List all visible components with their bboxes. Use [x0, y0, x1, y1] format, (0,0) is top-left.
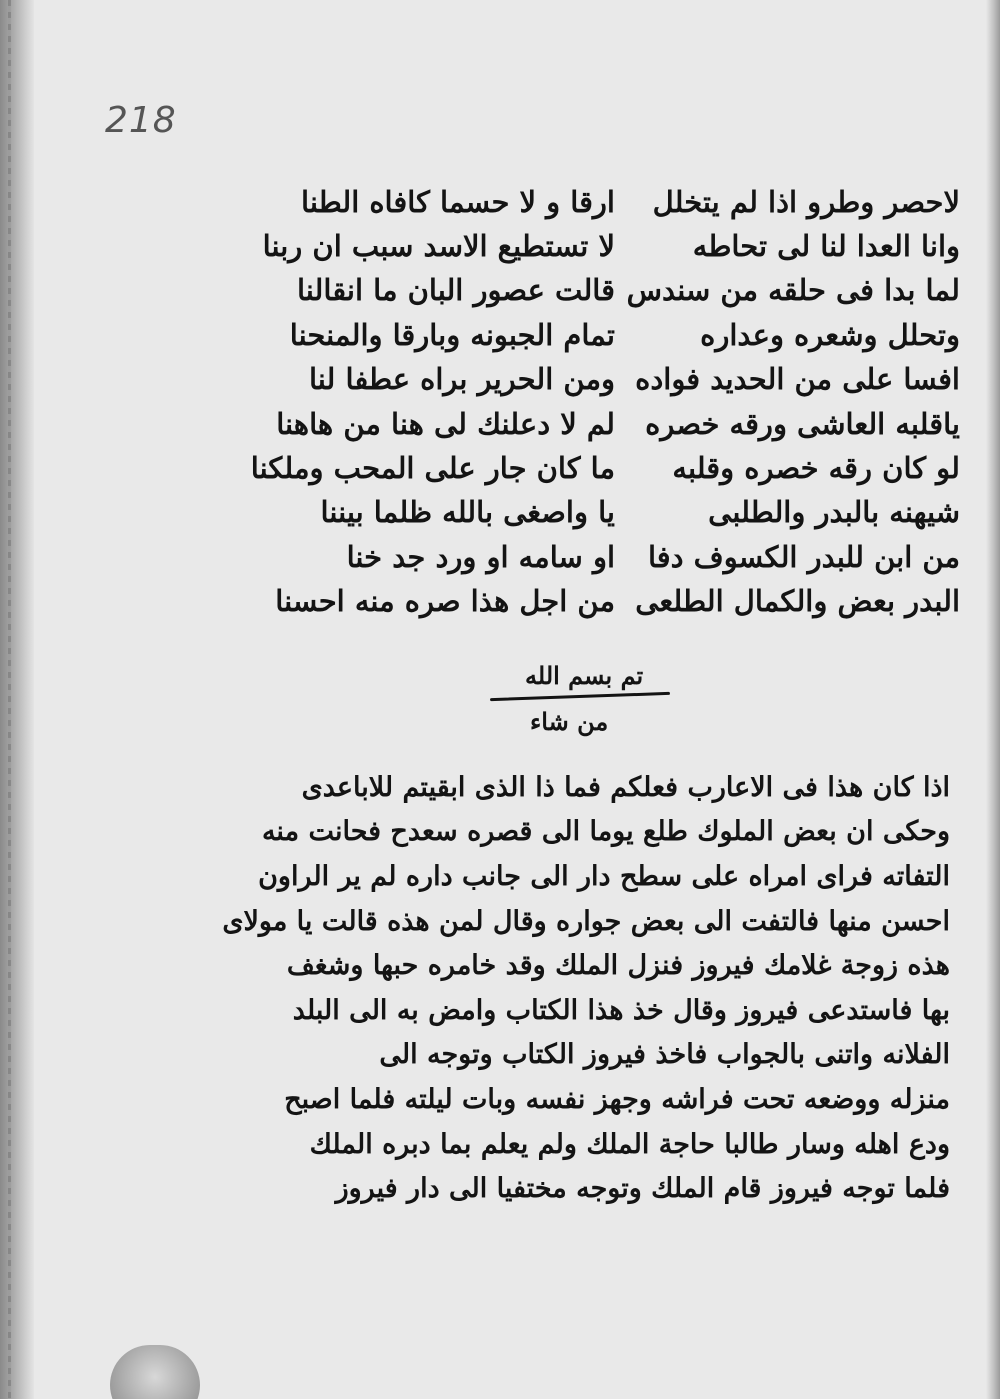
verse-row — [250, 446, 960, 490]
verse-row — [280, 491, 960, 535]
verse-second-hemistich: ما كان جار على المحب وملكنا — [250, 451, 615, 486]
verse-first-hemistich: من ابن للبدر الكسوف دفا — [647, 539, 960, 574]
verse-first-hemistich: ياقلبه العاشى ورقه خصره — [645, 406, 960, 441]
verse-second-hemistich: من اجل هذا صره منه احسنا — [275, 584, 615, 619]
verse-first-hemistich: لما بدا فى حلقه من سندس — [626, 273, 960, 308]
verse-second-hemistich: او سامه او ورد جد خنا — [346, 539, 615, 574]
verse-row — [262, 224, 960, 268]
prose-line: الفلانه واتنى بالجواب فاخذ فيروز الكتاب وتوجه الى — [379, 1039, 950, 1071]
prose-text — [205, 765, 950, 1211]
verse-row — [275, 580, 960, 624]
verse-second-hemistich: ومن الحرير براه عطفا لنا — [308, 362, 615, 397]
verse-row — [280, 535, 960, 579]
verse-second-hemistich: ارقا و لا حسما كافاه الطنا — [301, 184, 615, 219]
prose-line: التفاته فراى امراه على سطح دار الى جانب داره لم ير الراون — [258, 860, 950, 892]
ornament-rule — [490, 692, 670, 701]
verse-second-hemistich: يا واصغى بالله ظلما بيننا — [320, 495, 615, 530]
verse-second-hemistich: تمام الجبونه وبارقا والمنحنا — [289, 317, 615, 352]
prose-line: احسن منها فالتفت الى بعض جواره وقال لمن هذه قالت يا مولاى — [222, 905, 950, 937]
prose-line: وحكى ان بعض الملوك طلع يوما الى قصره سعدح فحانت منه — [261, 816, 950, 848]
verse-first-hemistich: شيهنه بالبدر والطلبى — [708, 495, 960, 530]
verse-first-hemistich: لاحصر وطرو اذا لم يتخلل — [652, 184, 960, 219]
verse-first-hemistich: البدر بعض والكمال الطلعى — [635, 584, 960, 619]
ornament-line: من شاء — [530, 707, 609, 736]
verse-second-hemistich: لم لا دعلنك لى هنا من هاهنا — [276, 406, 615, 441]
verse-row — [280, 269, 960, 313]
prose-line: ودع اهله وسار طالبا حاجة الملك ولم يعلم بما دبره الملك — [309, 1128, 950, 1160]
section-ornament — [470, 655, 690, 745]
verse-row — [280, 180, 960, 224]
page-right-edge — [986, 0, 1000, 1399]
poem-verses — [250, 180, 960, 624]
verse-first-hemistich: افسا على من الحديد فواده — [635, 362, 960, 397]
verse-first-hemistich: وتحلل وشعره وعداره — [700, 317, 960, 352]
prose-line: فلما توجه فيروز قام الملك وتوجه مختفيا الى دار فيروز — [335, 1173, 950, 1205]
prose-line: هذه زوجة غلامك فيروز فنزل الملك وقد خامره حبها وشغف — [286, 950, 950, 982]
prose-line: بها فاستدعى فيروز وقال خذ هذا الكتاب وامض به الى البلد — [292, 994, 950, 1026]
verse-first-hemistich: لو كان رقه خصره وقلبه — [672, 451, 960, 486]
verse-row — [280, 313, 960, 357]
prose-line: منزله ووضعه تحت فراشه وجهز نفسه وبات ليلته فلما اصبح — [284, 1083, 950, 1115]
verse-row — [280, 358, 960, 402]
verse-second-hemistich: قالت عصور البان ما انقالنا — [296, 273, 615, 308]
verse-row — [276, 402, 960, 446]
binding-edge — [0, 0, 34, 1399]
thumb-shadow — [110, 1345, 200, 1399]
verse-first-hemistich: وانا العدا لنا لى تحاطه — [692, 229, 960, 264]
ornament-line: تم بسم الله — [525, 661, 644, 690]
verse-second-hemistich: لا تستطيع الاسد سبب ان ربنا — [262, 229, 615, 264]
folio-number: 218 — [105, 100, 177, 141]
prose-line: اذا كان هذا فى الاعارب فعلكم فما ذا الذى ابقيتم للاباعدى — [301, 771, 950, 803]
